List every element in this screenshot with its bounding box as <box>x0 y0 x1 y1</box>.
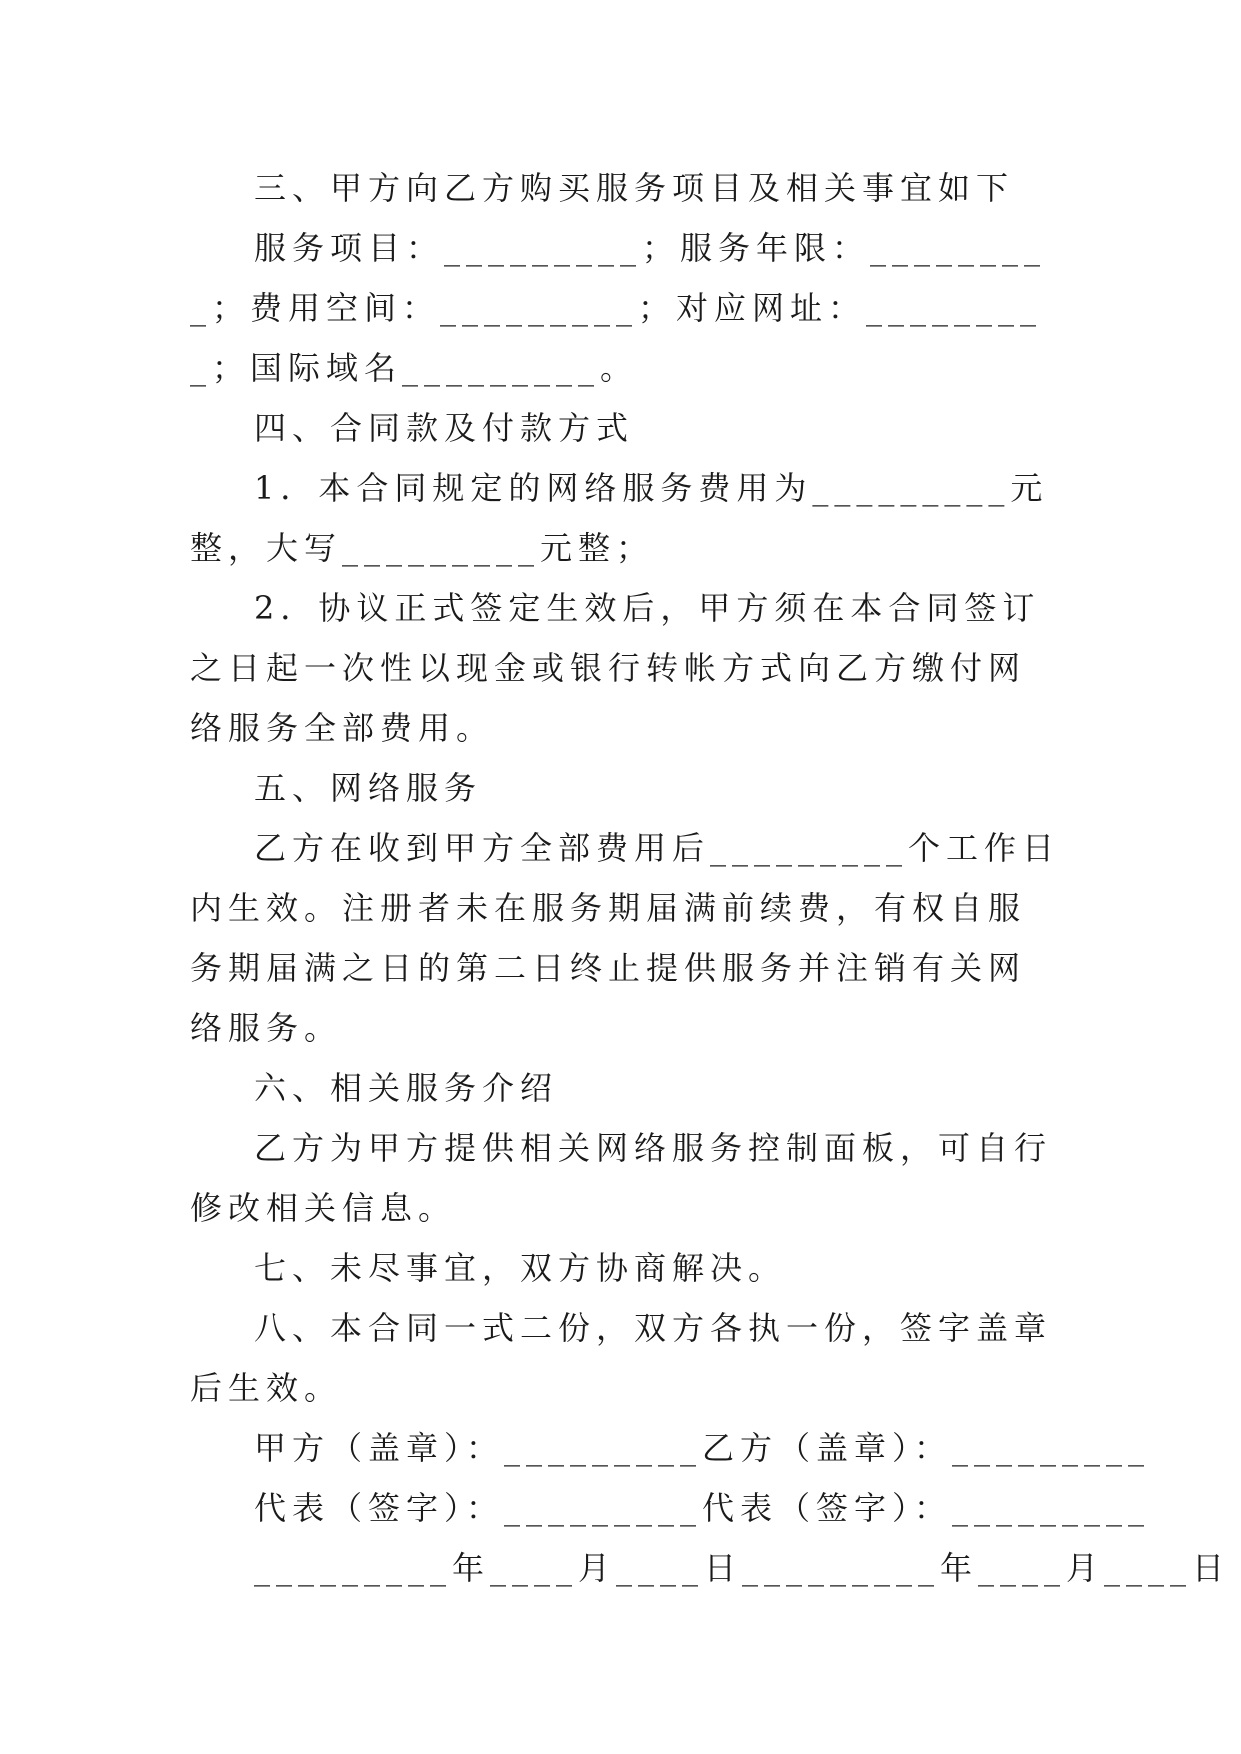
section-6-heading: 六、相关服务介绍 <box>254 1069 559 1107</box>
contract-body <box>190 158 1231 1598</box>
network-service-paragraph: 乙方在收到甲方全部费用后_________个工作日内生效。注册者未在服务期届满前续费，有权自服务期届满之日的第二日终止提供服务并注销有关网络服务。 <box>190 829 1061 1047</box>
date-line: _________年____月____日_________年____月____日 <box>254 1549 1231 1587</box>
section-8-heading: 八、本合同一式二份，双方各执一份，签字盖章后生效。 <box>190 1309 1053 1407</box>
service-items-paragraph: 服务项目：_________；服务年限：_________；费用空间：_________；对应网址：_________；国际域名_________。 <box>190 229 1047 387</box>
seal-line: 甲方（盖章）：_________乙方（盖章）：_________ <box>254 1429 1151 1467</box>
signature-line: 代表（签字）：_________代表（签字）：_________ <box>254 1489 1151 1527</box>
section-7-heading: 七、未尽事宜，双方协商解决。 <box>254 1249 787 1287</box>
fee-clause-2: 2．协议正式签定生效后，甲方须在本合同签订之日起一次性以现金或银行转帐方式向乙方缴付网络服务全部费用。 <box>190 589 1041 747</box>
section-5-heading: 五、网络服务 <box>254 769 483 807</box>
fee-clause-1: 1．本合同规定的网络服务费用为_________元整，大写_________元整； <box>190 469 1049 567</box>
section-3-heading: 三、甲方向乙方购买服务项目及相关事宜如下 <box>254 169 1015 207</box>
service-intro-paragraph: 乙方为甲方提供相关网络服务控制面板，可自行修改相关信息。 <box>190 1129 1053 1227</box>
section-4-heading: 四、合同款及付款方式 <box>254 409 635 447</box>
